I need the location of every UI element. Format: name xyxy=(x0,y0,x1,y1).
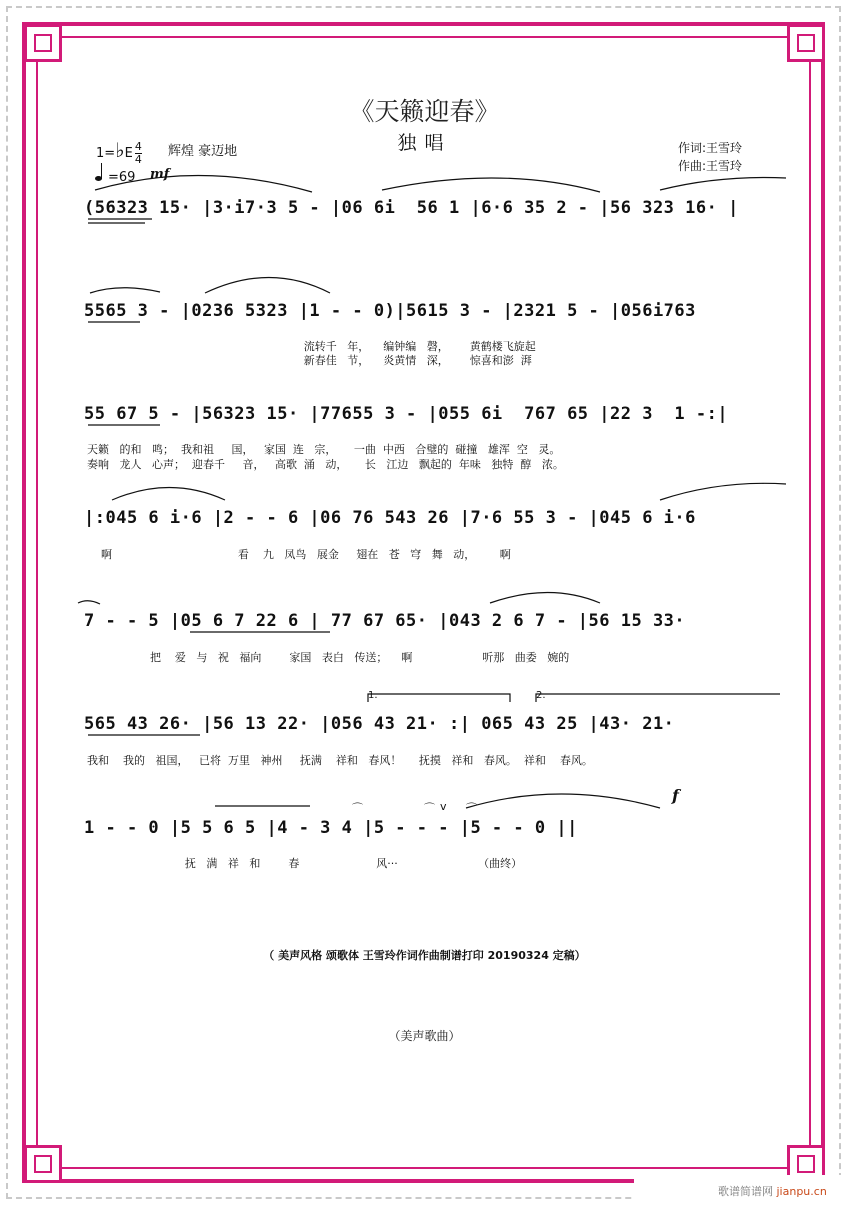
tempo-marking xyxy=(95,170,135,185)
lyricist-credit: 作词:王雪玲 xyxy=(678,141,743,155)
song-subtitle: 独唱 xyxy=(397,132,452,154)
quarter-note-icon xyxy=(95,176,102,181)
notation-row-5: 7 - - 5 |05 6 7 22 6 | 77 67 65· |043 2 6 7 - |56 15 33· xyxy=(84,611,686,631)
lyrics-row-5: 把 爱 与 祝 福向 家国 表白 传送； 啊 听那 曲委 婉的 xyxy=(87,651,570,664)
time-denominator: 4 xyxy=(134,153,142,166)
dynamic-f: f xyxy=(672,786,679,805)
lyrics-row-6: 我和 我的 祖国， 已将 万里 神州 抚满 祥和 春风！ 抚摸 祥和 春风。 祥和 春风。 xyxy=(87,754,593,767)
first-ending-label: 1. xyxy=(368,690,378,701)
notation-row-3: 55 67 5 - |56323 15· |77655 3 - |055 6i 767 65 |22 3 1 -:| xyxy=(84,404,729,424)
lyrics-row-7: 抚 满 祥 和 春 风··· （曲终） xyxy=(87,857,523,870)
corner-ornament-top-right xyxy=(787,24,825,62)
time-numerator: 4 xyxy=(134,140,142,153)
notation-row-4: |:045 6 i·6 |2 - - 6 |06 76 543 26 |7·6 55 3 - |045 6 i·6 xyxy=(84,508,696,528)
lyrics-row-2-verse-2: 新春佳 节， 炎黄情 深， 惊喜和澎 湃 xyxy=(87,354,532,367)
footer-note: （ 美声风格 颂歌体 王雪玲作词作曲制谱打印 20190324 定稿） xyxy=(263,949,586,962)
notation-row-6: 565 43 26· |56 13 22· |056 43 21· :| 065 43 25 |43· 21· xyxy=(84,714,675,734)
watermark-domain: jianpu.cn xyxy=(776,1185,827,1198)
key-signature xyxy=(96,138,144,166)
lyrics-row-3-verse-1: 天籁 的和 鸣； 我和祖 国， 家国 连 宗， 一曲 中西 合璧的 碰撞 雄浑 空 灵。 xyxy=(87,443,561,456)
key-prefix: 1= xyxy=(96,146,116,161)
notation-row-1: (56323 15· |3·i7·3 5 - |06 6i 56 1 |6·6 35 2 - |56 323 16· | xyxy=(84,198,739,218)
tempo-value: =69 xyxy=(108,170,136,185)
notation-row-7: 1 - - 0 |5 5 6 5 |4 - 3 4 |5 - - - |5 - - 0 || xyxy=(84,818,578,838)
fermata-icon-1: ⌒ xyxy=(352,802,363,815)
second-ending-label: 2. xyxy=(536,690,546,701)
fermata-icon-2: ⌒ xyxy=(424,802,435,815)
lyrics-row-4: 啊 看 九 凤鸟 展金 翅在 苍 穹 舞 动， 啊 xyxy=(87,548,511,561)
genre-label: （美声歌曲） xyxy=(388,1029,461,1043)
breath-mark-icon: v xyxy=(440,800,447,813)
notation-row-2: 5565 3 - |0236 5323 |1 - - 0)|5615 3 - |2321 5 - |056i763 xyxy=(84,301,696,321)
time-signature xyxy=(135,141,142,166)
song-title: 《天籁迎春》 xyxy=(349,97,500,126)
corner-ornament-top-left xyxy=(24,24,62,62)
dynamic-mf: mf xyxy=(150,167,170,182)
lyrics-row-3-verse-2: 奏响 龙人 心声； 迎春千 音， 高歌 涌 动， 长 江边 飘起的 年味 独特 醇 浓。 xyxy=(87,458,564,471)
lyrics-row-2-verse-1: 流转千 年， 编钟编 磬， 黄鹤楼飞旋起 xyxy=(87,340,536,353)
flat-symbol: ♭ xyxy=(115,138,125,162)
corner-ornament-bottom-left xyxy=(24,1145,62,1183)
performance-style: 辉煌 豪迈地 xyxy=(168,144,238,159)
watermark-text: 歌谱简谱网 xyxy=(718,1185,777,1198)
composer-credit: 作曲:王雪玲 xyxy=(678,159,743,173)
fermata-icon-3: ⌒ xyxy=(466,802,477,815)
site-watermark xyxy=(718,1183,827,1199)
key-letter: E xyxy=(124,146,133,161)
